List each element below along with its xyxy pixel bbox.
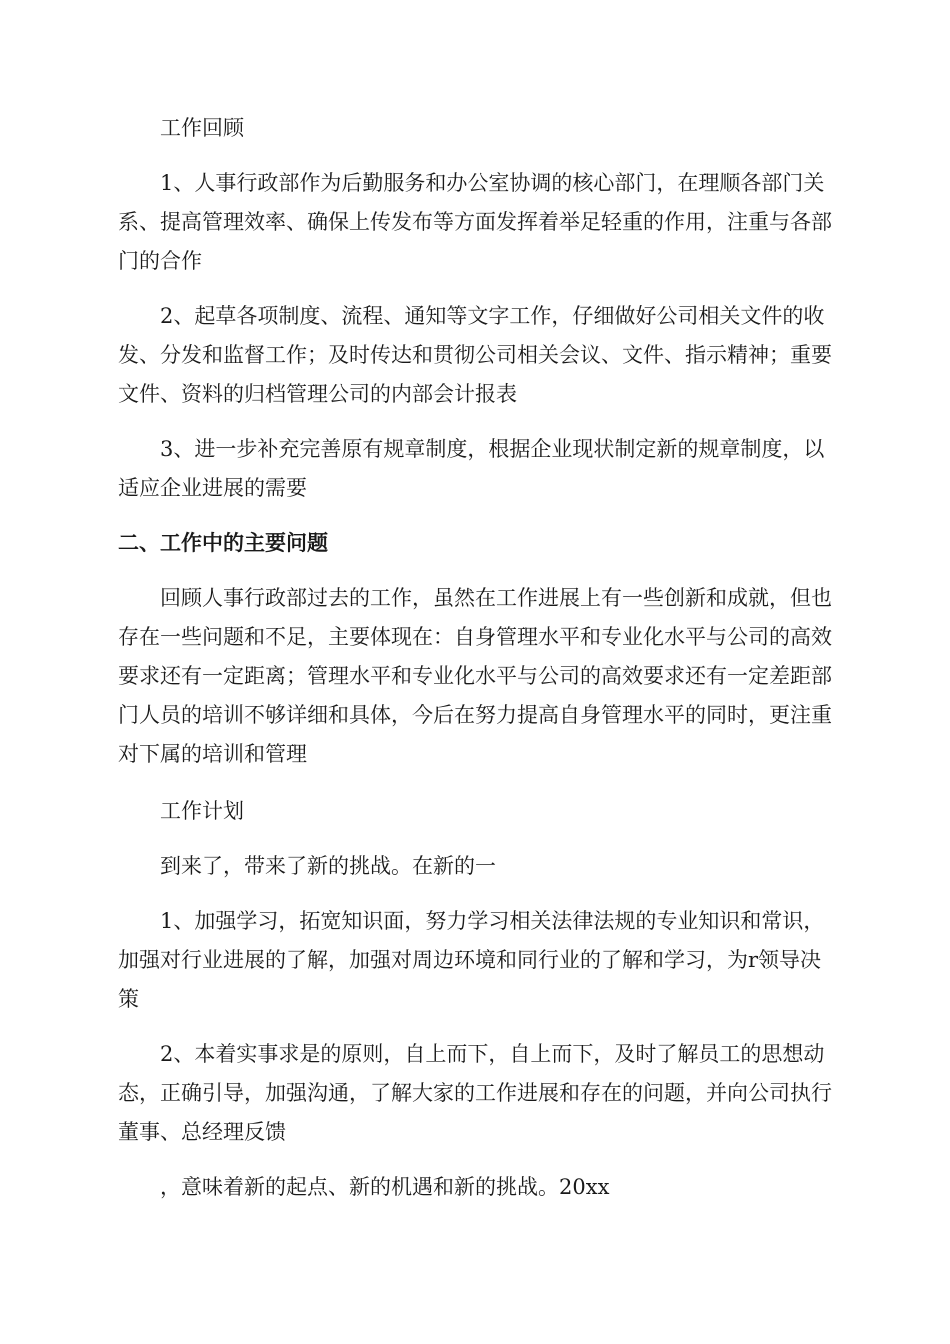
- plan-item-2: 2、本着实事求是的原则，自上而下，自上而下，及时了解员工的思想动态，正确引导，加强沟通，了解大家的工作进展和存在的问题，并向公司执行董事、总经理反馈: [118, 1042, 832, 1144]
- heading-plan: 工作计划: [160, 799, 244, 823]
- section-two-body: 回顾人事行政部过去的工作，虽然在工作进展上有一些创新和成就，但也存在一些问题和不足，主要体现在：自身管理水平和专业化水平与公司的高效要求还有一定距离；管理水平和专业化水平与公司的高效要求还有一定差距部门人员的培训不够详细和具体，今后在努力提高自身管理水平的同时，更注重对下属的培训和管理: [118, 586, 832, 766]
- section-two-title: 二、工作中的主要问题: [118, 531, 328, 555]
- review-item-2: 2、起草各项制度、流程、通知等文字工作，仔细做好公司相关文件的收发、分发和监督工作；及时传达和贯彻公司相关会议、文件、指示精神；重要文件、资料的归档管理公司的内部会计报表: [118, 304, 832, 406]
- review-item-1: 1、人事行政部作为后勤服务和办公室协调的核心部门，在理顺各部门关系、提高管理效率、确保上传发布等方面发挥着举足轻重的作用，注重与各部门的合作: [118, 171, 832, 273]
- plan-intro: 到来了，带来了新的挑战。在新的一: [160, 854, 496, 878]
- review-item-3: 3、进一步补充完善原有规章制度，根据企业现状制定新的规章制度，以适应企业进展的需要: [118, 437, 825, 500]
- closing-line: ，意味着新的起点、新的机遇和新的挑战。20xx: [160, 1175, 610, 1199]
- plan-item-1: 1、加强学习，拓宽知识面，努力学习相关法律法规的专业知识和常识，加强对行业进展的了解，加强对周边环境和同行业的了解和学习，为r领导决策: [118, 909, 825, 1011]
- heading-review: 工作回顾: [160, 116, 244, 140]
